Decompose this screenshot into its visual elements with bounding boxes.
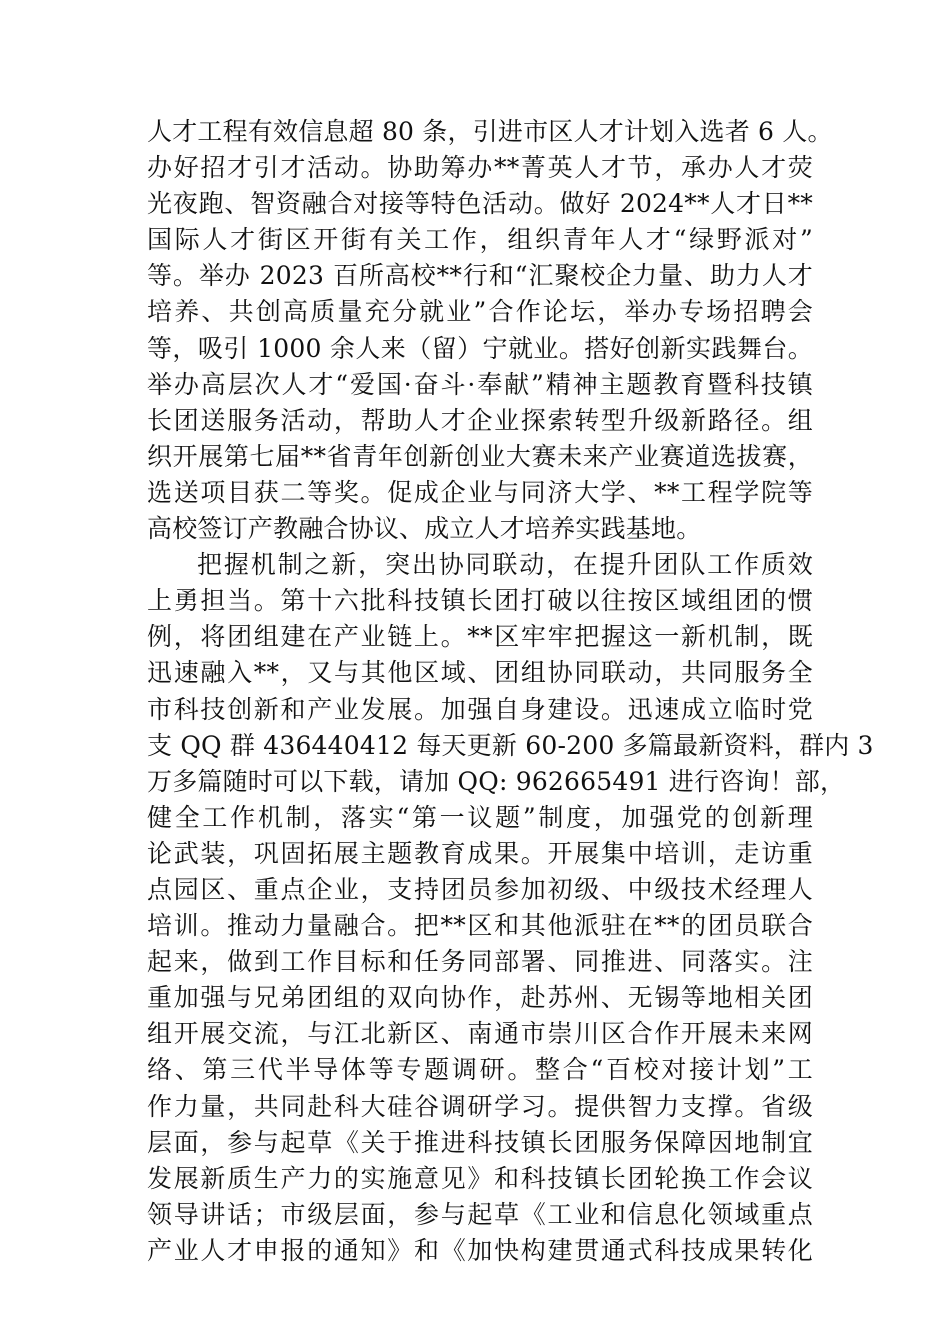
text-line: 等。举办 2023 百所高校**行和“汇聚校企力量、助力人才 bbox=[147, 261, 813, 291]
text-line: 论武装，巩固拓展主题教育成果。开展集中培训，走访重 bbox=[147, 838, 813, 868]
text-line: 举办高层次人才“爱国·奋斗·奉献”精神主题教育暨科技镇 bbox=[147, 369, 813, 399]
text-line: 产业人才申报的通知》和《加快构建贯通式科技成果转化 bbox=[147, 1235, 813, 1265]
text-line: 人才工程有效信息超 80 条，引进市区人才计划入选者 6 人。 bbox=[147, 117, 833, 146]
text-line: 支 QQ 群 436440412 每天更新 60-200 多篇最新资料，群内 3 bbox=[147, 730, 874, 760]
text-line: 组开展交流，与江北新区、南通市崇川区合作开展未来网 bbox=[147, 1019, 813, 1049]
text-line: 作力量，共同赴科大硅谷调研学习。提供智力支撑。省级 bbox=[147, 1091, 813, 1121]
body-text bbox=[147, 114, 874, 1269]
text-line: 络、第三代半导体等专题调研。整合“百校对接计划”工 bbox=[147, 1055, 813, 1085]
text-line: 长团送服务活动，帮助人才企业探索转型升级新路径。组 bbox=[147, 405, 813, 435]
text-line: 等，吸引 1000 余人来（留）宁就业。搭好创新实践舞台。 bbox=[147, 333, 813, 363]
paragraph-start-line: 把握机制之新，突出协同联动，在提升团队工作质效 bbox=[197, 550, 813, 580]
text-line: 高校签订产教融合协议、成立人才培养实践基地。 bbox=[147, 514, 702, 544]
text-line: 培训。推动力量融合。把**区和其他派驻在**的团员联合 bbox=[147, 911, 813, 941]
text-line: 层面，参与起草《关于推进科技镇长团服务保障因地制宜 bbox=[147, 1127, 813, 1157]
text-line: 培养、共创高质量充分就业”合作论坛，举办专场招聘会 bbox=[147, 297, 813, 327]
text-line: 织开展第七届**省青年创新创业大赛未来产业赛道选拔赛， bbox=[147, 441, 813, 471]
text-line: 例，将团组建在产业链上。**区牢牢把握这一新机制，既 bbox=[147, 622, 813, 652]
text-line: 选送项目获二等奖。促成企业与同济大学、**工程学院等 bbox=[147, 477, 813, 507]
text-line: 万多篇随时可以下载，请加 QQ: 962665491 进行咨询！部， bbox=[147, 766, 846, 796]
text-line: 重加强与兄弟团组的双向协作，赴苏州、无锡等地相关团 bbox=[147, 983, 813, 1013]
text-line: 办好招才引才活动。协助筹办**菁英人才节，承办人才荧 bbox=[147, 153, 813, 183]
text-line: 国际人才街区开街有关工作，组织青年人才“绿野派对” bbox=[147, 225, 813, 255]
text-line: 迅速融入**，又与其他区域、团组协同联动，共同服务全 bbox=[147, 658, 813, 688]
text-line: 领导讲话；市级层面，参与起草《工业和信息化领域重点 bbox=[147, 1199, 813, 1229]
text-line: 起来，做到工作目标和任务同部署、同推进、同落实。注 bbox=[147, 947, 813, 977]
text-line: 光夜跑、智资融合对接等特色活动。做好 2024**人才日** bbox=[147, 189, 813, 219]
text-line: 上勇担当。第十六批科技镇长团打破以往按区域组团的惯 bbox=[147, 586, 813, 616]
text-line: 市科技创新和产业发展。加强自身建设。迅速成立临时党 bbox=[147, 694, 813, 724]
text-line: 健全工作机制，落实“第一议题”制度，加强党的创新理 bbox=[147, 802, 813, 832]
text-line: 发展新质生产力的实施意见》和科技镇长团轮换工作会议 bbox=[147, 1163, 813, 1193]
text-line: 点园区、重点企业，支持团员参加初级、中级技术经理人 bbox=[147, 874, 813, 904]
